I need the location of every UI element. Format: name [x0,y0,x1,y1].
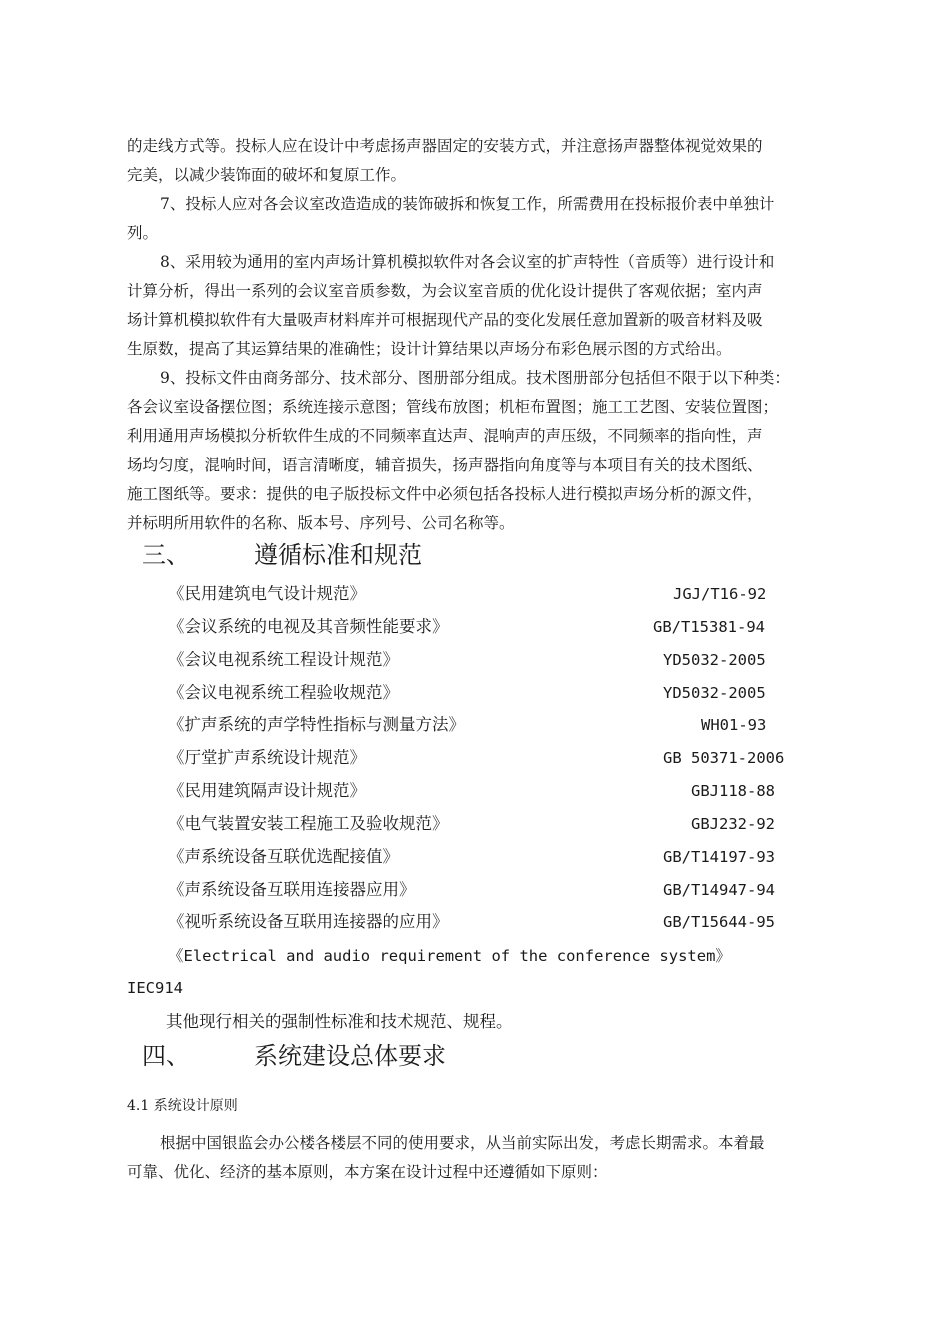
text-line: 完美，以减少装饰面的破坏和复原工作。 [127,166,407,184]
text-line: 9、投标文件由商务部分、技术部分、图册部分组成。技术图册部分包括但不限于以下种类： [160,369,790,387]
standard-name: 《民用建筑电气设计规范》 [168,584,366,603]
paragraph-design-principles [127,1129,827,1187]
standard-name: 《扩声系统的声学特性指标与测量方法》 [168,715,465,734]
subsection-heading: 4.1 系统设计原则 [127,1098,238,1114]
standard-code: GBJ232-92 [691,815,775,833]
section-title: 系统建设总体要求 [254,1042,446,1070]
text-line: 场计算机模拟软件有大量吸声材料库并可根据现代产品的变化发展任意加置新的吸音材料及吸 [127,311,763,329]
iec-standard-title: 《Electrical and audio requirement of the conference system》 [168,947,731,965]
section-number: 四、 [142,1042,190,1070]
paragraph-item-8 [127,248,827,364]
standard-code: YD5032-2005 [663,651,766,669]
text-line: 生原数，提高了其运算结果的准确性；设计计算结果以声场分布彩色展示图的方式给出。 [127,340,732,358]
text-line: 场均匀度，混响时间，语言清晰度，辅音损失，扬声器指向角度等与本项目有关的技术图纸、 [127,456,763,474]
text-line: 可靠、优化、经济的基本原则，本方案在设计过程中还遵循如下原则： [127,1163,608,1181]
standard-name: 《厅堂扩声系统设计规范》 [168,748,366,767]
standard-code: GB/T14947-94 [663,881,775,899]
standard-name: 《会议电视系统工程验收规范》 [168,683,399,702]
text-line: 施工图纸等。要求：提供的电子版投标文件中必须包括各投标人进行模拟声场分析的源文件， [127,485,763,503]
standard-name: 《声系统设备互联优选配接值》 [168,847,399,866]
standard-name: 《视听系统设备互联用连接器的应用》 [168,912,449,931]
text-line: 计算分析，得出一系列的会议室音质参数，为会议室音质的优化设计提供了客观依据；室内声 [127,282,763,300]
standard-name: 《会议电视系统工程设计规范》 [168,650,399,669]
standard-code: GB 50371-2006 [663,749,785,767]
standard-code: GB/T15644-95 [663,913,775,931]
section-number: 三、 [142,541,190,569]
section-4-heading [142,1040,446,1072]
standard-code: GB/T14197-93 [663,848,775,866]
standard-code: YD5032-2005 [663,684,766,702]
paragraph-continuation [127,132,827,190]
standard-code: GBJ118-88 [691,782,775,800]
text-line: 各会议室设备摆位图；系统连接示意图；管线布放图；机柜布置图；施工工艺图、安装位置图； [127,398,779,416]
paragraph-item-9 [127,364,827,538]
text-line: 根据中国银监会办公楼各楼层不同的使用要求，从当前实际出发，考虑长期需求。本着最 [160,1134,765,1152]
text-line: 的走线方式等。投标人应在设计中考虑扬声器固定的安装方式，并注意扬声器整体视觉效果的 [127,137,763,155]
standard-name: 《会议系统的电视及其音频性能要求》 [168,617,449,636]
text-line: 并标明所用软件的名称、版本号、序列号、公司名称等。 [127,514,515,532]
standard-code: JGJ/T16-92 [673,585,767,603]
section-3-heading [142,539,422,571]
text-line: 8、采用较为通用的室内声场计算机模拟软件对各会议室的扩声特性（音质等）进行设计和 [160,253,775,271]
text-line: 7、投标人应对各会议室改造造成的装饰破拆和恢复工作，所需费用在投标报价表中单独计 [160,195,775,213]
standard-code: GB/T15381-94 [653,618,765,636]
standard-name: 《民用建筑隔声设计规范》 [168,781,366,800]
other-standards-note: 其他现行相关的强制性标准和技术规范、规程。 [166,1012,513,1031]
text-line: 利用通用声场模拟分析软件生成的不同频率直达声、混响声的声压级，不同频率的指向性，声 [127,427,763,445]
standard-name: 《电气装置安装工程施工及验收规范》 [168,814,449,833]
paragraph-item-7 [127,190,827,248]
text-line: 列。 [127,224,159,242]
standard-code: WH01-93 [701,716,767,734]
standard-name: 《声系统设备互联用连接器应用》 [168,880,416,899]
iec-standard-code: IEC914 [127,979,183,997]
section-title: 遵循标准和规范 [254,541,422,569]
